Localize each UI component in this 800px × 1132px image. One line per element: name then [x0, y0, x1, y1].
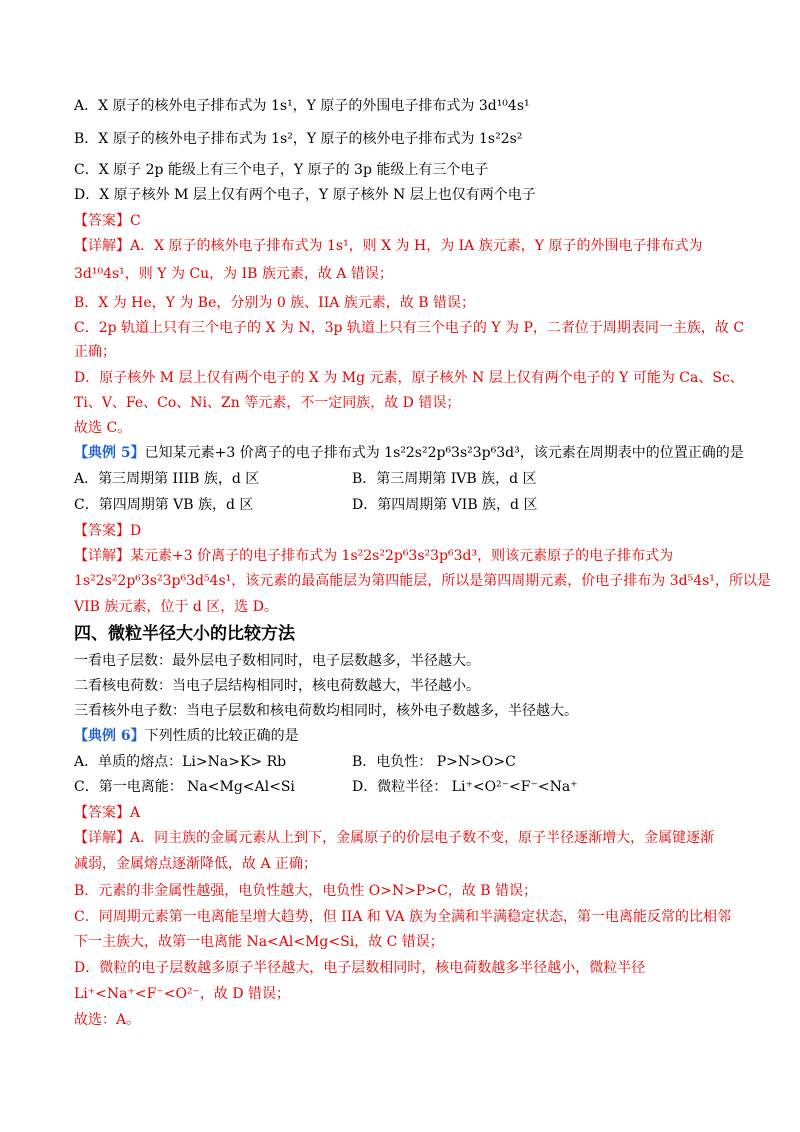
q4-option-b: B．X 原子的核外电子排布式为 1s²，Y 原子的核外电子排布式为 1s²2s²: [74, 131, 523, 147]
ex6-detail-line-5: 下一主族大，故第一电离能 Na<Al<Mg<Si，故 C 错误；: [74, 934, 444, 950]
ex6-detail-line-7: Li⁺<Na⁺<F⁻<O²⁻，故 D 错误；: [74, 986, 291, 1002]
ex6-question: [74, 727, 299, 745]
q4-detail-line-1: [74, 237, 702, 255]
ex6-question-text: 下列性质的比较正确的是: [144, 728, 299, 744]
q4-detail-line-2: 3d¹⁰4s¹，则 Y 为 Cu，为 IB 族元素，故 A 错误；: [74, 266, 393, 282]
q4-option-c: C．X 原子 2p 能级上有三个电子，Y 原子的 3p 能级上有三个电子: [74, 162, 489, 178]
ex6-option-d: D．微粒半径： Li⁺<O²⁻<F⁻<Na⁺: [352, 779, 578, 795]
q4-detail-line-5: 正确；: [74, 344, 116, 360]
ex6-detail-line-2: 减弱，金属熔点逐渐降低，故 A 正确；: [74, 856, 318, 872]
ex6-detail-tag: 【详解】: [74, 830, 130, 846]
ex6-tag: 【典例 6】: [74, 728, 145, 744]
ex6-detail-line-3: B．元素的非金属性越强，电负性越大，电负性 O>N>P>C，故 B 错误；: [74, 883, 537, 899]
q4-detail-line-4: C．2p 轨道上只有三个电子的 X 为 N，3p 轨道上只有三个电子的 Y 为 P，二者位于周期表同一主族，故 C: [74, 320, 745, 336]
ex6-detail-line-4: C．同周期元素第一电离能呈增大趋势，但 IIA 和 VA 族为全满和半满稳定状态，第一电离能反常的比相邻: [74, 909, 731, 925]
ex5-answer: 【答案】D: [74, 523, 142, 539]
ex5-option-b: B．第三周期第 IVB 族，d 区: [352, 471, 537, 487]
q4-detail-line-6: D．原子核外 M 层上仅有两个电子的 X 为 Mg 元素，原子核外 N 层上仅有两个电子的 Y 可能为 Ca、Sc、: [74, 370, 744, 386]
ex5-detail-line-2: 1s²2s²2p⁶3s²3p⁶3d⁵4s¹，该元素的最高能层为第四能层，所以是第四周期元素，价电子排布为 3d⁵4s¹，所以是: [74, 573, 771, 589]
q4-detail-line-8: 故选 C。: [74, 420, 132, 436]
ex6-detail-line-6: D．微粒的电子层数越多原子半径越大，电子层数相同时，核电荷数越多半径越小，微粒半径: [74, 960, 646, 976]
ex6-option-b: B．电负性： P>N>O>C: [352, 754, 516, 770]
q4-answer: 【答案】C: [74, 213, 141, 229]
q4-option-d: D．X 原子核外 M 层上仅有两个电子，Y 原子核外 N 层上也仅有两个电子: [74, 187, 536, 203]
rule-line-3: 三看核外电子数：当电子层数和核电荷数均相同时，核外电子数越多，半径越大。: [74, 703, 578, 719]
ex6-answer: 【答案】A: [74, 805, 141, 821]
q4-option-a: A．X 原子的核外电子排布式为 1s¹，Y 原子的外围电子排布式为 3d¹⁰4s¹: [74, 98, 530, 114]
q4-detail-line-7: Ti、V、Fe、Co、Ni、Zn 等元素，不一定同族，故 D 错误；: [74, 395, 461, 411]
ex6-detail-line-8: 故选：A。: [74, 1012, 141, 1028]
rule-line-2: 二看核电荷数：当电子层结构相同时，核电荷数越大，半径越小。: [74, 678, 480, 694]
ex6-option-c: C．第一电离能： Na<Mg<Al<Si: [74, 779, 295, 795]
q4-detail-tag: 【详解】: [74, 238, 130, 254]
rule-line-1: 一看电子层数：最外层电子数相同时，电子层数越多，半径越大。: [74, 653, 480, 669]
ex5-tag: 【典例 5】: [74, 445, 145, 461]
ex5-option-c: C．第四周期第 VB 族，d 区: [74, 497, 254, 513]
ex5-detail-line-3: VIB 族元素，位于 d 区，选 D。: [74, 599, 278, 615]
ex5-option-a: A．第三周期第 IIIB 族，d 区: [74, 471, 260, 487]
q4-detail-text: A．X 原子的核外电子排布式为 1s¹，则 X 为 H，为 IA 族元素，Y 原子的外围电子排布式为: [130, 238, 703, 254]
ex5-question: [74, 444, 744, 462]
section-heading: 四、微粒半径大小的比较方法: [74, 624, 295, 644]
ex6-option-a: A．单质的熔点：Li>Na>K> Rb: [74, 754, 287, 770]
ex5-question-text: 已知某元素+3 价离子的电子排布式为 1s²2s²2p⁶3s²3p⁶3d³，该元素在周期表中的位置正确的是: [144, 445, 744, 461]
ex5-detail-tag: 【详解】: [74, 548, 130, 564]
ex5-option-d: D．第四周期第 VIB 族，d 区: [352, 497, 538, 513]
q4-detail-line-3: B．X 为 He，Y 为 Be，分别为 0 族、IIA 族元素，故 B 错误；: [74, 295, 475, 311]
ex6-detail-text: A．同主族的金属元素从上到下，金属原子的价层电子数不变，原子半径逐渐增大，金属键逐渐: [130, 830, 715, 846]
ex5-detail-line-1: [74, 547, 673, 565]
ex6-detail-line-1: [74, 829, 714, 847]
ex5-detail-text: 某元素+3 价离子的电子排布式为 1s²2s²2p⁶3s²3p⁶3d³，则该元素原子的电子排布式为: [130, 548, 674, 564]
